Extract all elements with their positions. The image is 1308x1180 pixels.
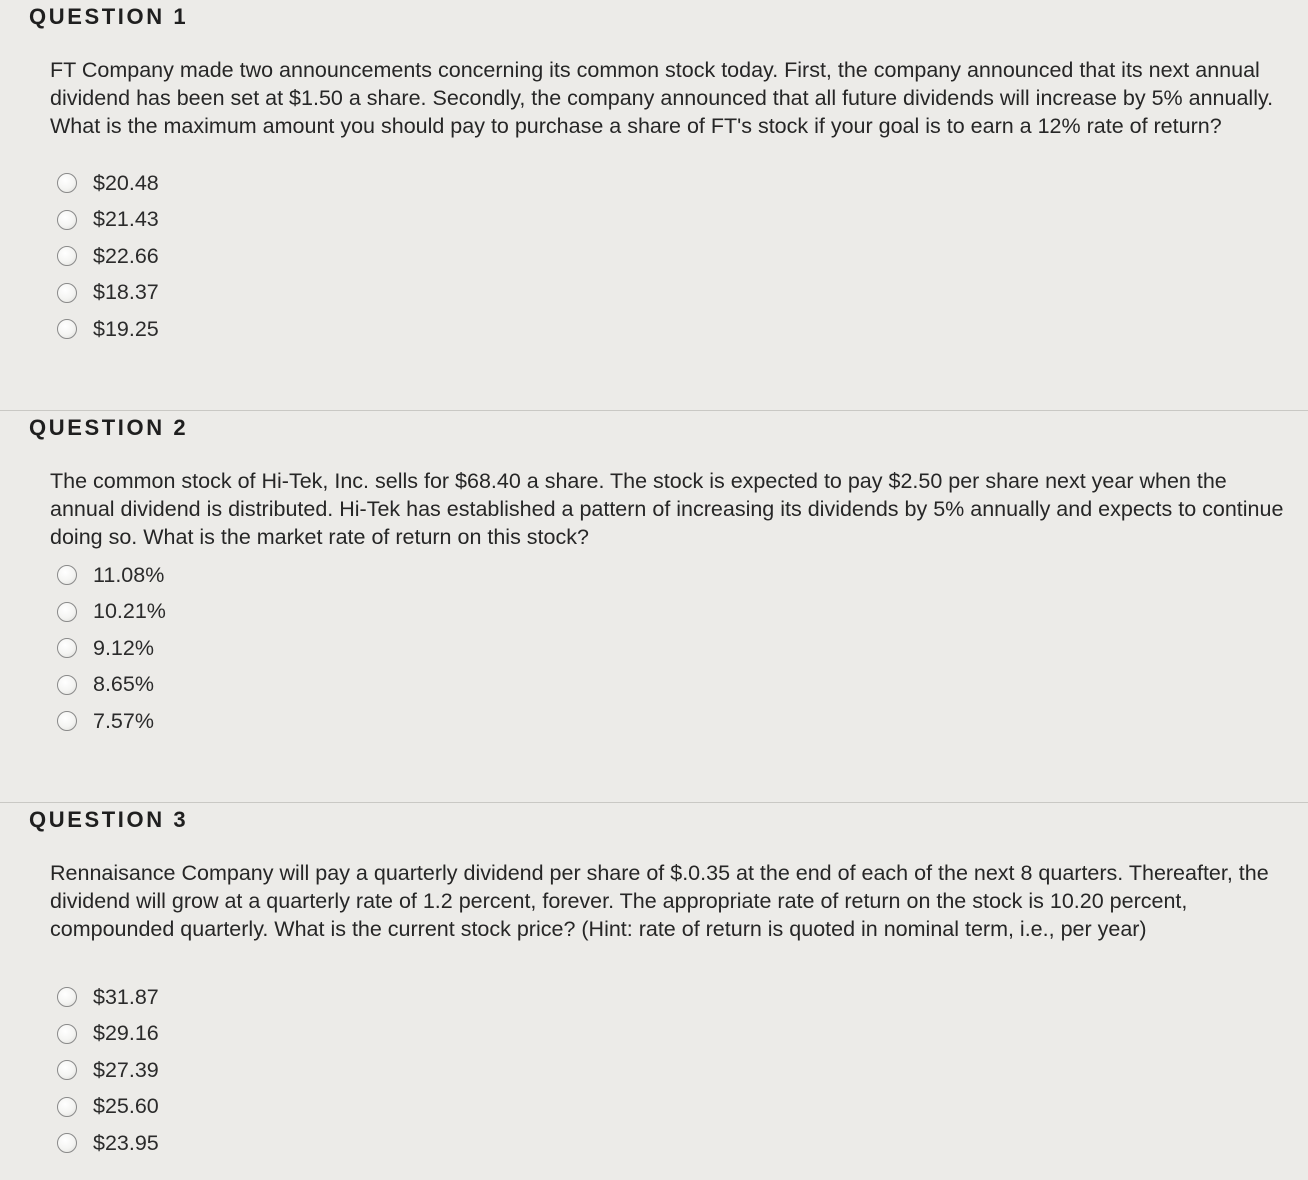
- answer-label: 11.08%: [93, 562, 165, 587]
- answer-option-1[interactable]: [57, 557, 166, 594]
- answer-option-5[interactable]: [57, 1125, 159, 1162]
- answer-option-3[interactable]: [57, 1052, 159, 1089]
- answer-label: 10.21%: [93, 599, 166, 624]
- answer-label: $22.66: [93, 243, 159, 268]
- radio-button[interactable]: [57, 675, 77, 695]
- radio-button[interactable]: [57, 210, 77, 230]
- answer-label: $23.95: [93, 1130, 159, 1155]
- answer-option-2[interactable]: [57, 1016, 159, 1053]
- answer-label: $31.87: [93, 984, 159, 1009]
- answer-options: [57, 165, 159, 348]
- radio-button[interactable]: [57, 987, 77, 1007]
- answer-option-3[interactable]: [57, 630, 166, 667]
- radio-button[interactable]: [57, 1024, 77, 1044]
- answer-options: [57, 979, 159, 1162]
- answer-label: 8.65%: [93, 672, 154, 697]
- radio-button[interactable]: [57, 319, 77, 339]
- question-text: Rennaisance Company will pay a quarterly dividend per share of $.0.35 at the end of each of the next 8 quarters. Thereafter, the dividend will grow at a quarterly rate of 1.2 percent, forever. The appropriate rate of return on the stock is 10.20 percent, compounded quarterly. What is the current stock price? (Hint: rate of return is quoted in nominal term, i.e., per year): [50, 861, 1269, 941]
- question-text: FT Company made two announcements concerning its common stock today. First, the company announced that its next annual dividend has been set at $1.50 a share. Secondly, the company announced that all future dividends will increase by 5% annually. What is the maximum amount you should pay to purchase a share of FT's stock if your goal is to earn a 12% rate of return?: [50, 58, 1274, 138]
- radio-button[interactable]: [57, 1097, 77, 1117]
- answer-label: 7.57%: [93, 708, 154, 733]
- answer-option-5[interactable]: [57, 703, 166, 740]
- answer-label: $27.39: [93, 1057, 159, 1082]
- question-1: [0, 0, 1308, 410]
- radio-button[interactable]: [57, 1060, 77, 1080]
- answer-options: [57, 557, 166, 740]
- answer-option-4[interactable]: [57, 667, 166, 704]
- question-title: QUESTION 1: [29, 4, 189, 29]
- radio-button[interactable]: [57, 283, 77, 303]
- question-text: The common stock of Hi-Tek, Inc. sells for $68.40 a share. The stock is expected to pay $2.50 per share next year when the annual dividend is distributed. Hi-Tek has established a pattern of increasing its dividends by 5% annually and expects to continue doing so. What is the market rate of return on this stock?: [50, 469, 1284, 549]
- answer-option-1[interactable]: [57, 979, 159, 1016]
- answer-label: $21.43: [93, 207, 159, 232]
- answer-option-4[interactable]: [57, 275, 159, 312]
- answer-option-5[interactable]: [57, 311, 159, 348]
- radio-button[interactable]: [57, 565, 77, 585]
- answer-option-2[interactable]: [57, 594, 166, 631]
- answer-option-3[interactable]: [57, 238, 159, 275]
- answer-label: $25.60: [93, 1094, 159, 1119]
- answer-label: $19.25: [93, 316, 159, 341]
- answer-label: 9.12%: [93, 635, 154, 660]
- radio-button[interactable]: [57, 246, 77, 266]
- question-3: [0, 803, 1308, 1180]
- answer-option-4[interactable]: [57, 1089, 159, 1126]
- question-2: [0, 411, 1308, 802]
- question-title: QUESTION 2: [29, 415, 189, 440]
- answer-option-1[interactable]: [57, 165, 159, 202]
- radio-button[interactable]: [57, 711, 77, 731]
- answer-label: $29.16: [93, 1021, 159, 1046]
- radio-button[interactable]: [57, 638, 77, 658]
- question-title: QUESTION 3: [29, 807, 189, 832]
- radio-button[interactable]: [57, 602, 77, 622]
- radio-button[interactable]: [57, 1133, 77, 1153]
- answer-label: $18.37: [93, 280, 159, 305]
- radio-button[interactable]: [57, 173, 77, 193]
- answer-option-2[interactable]: [57, 202, 159, 239]
- answer-label: $20.48: [93, 170, 159, 195]
